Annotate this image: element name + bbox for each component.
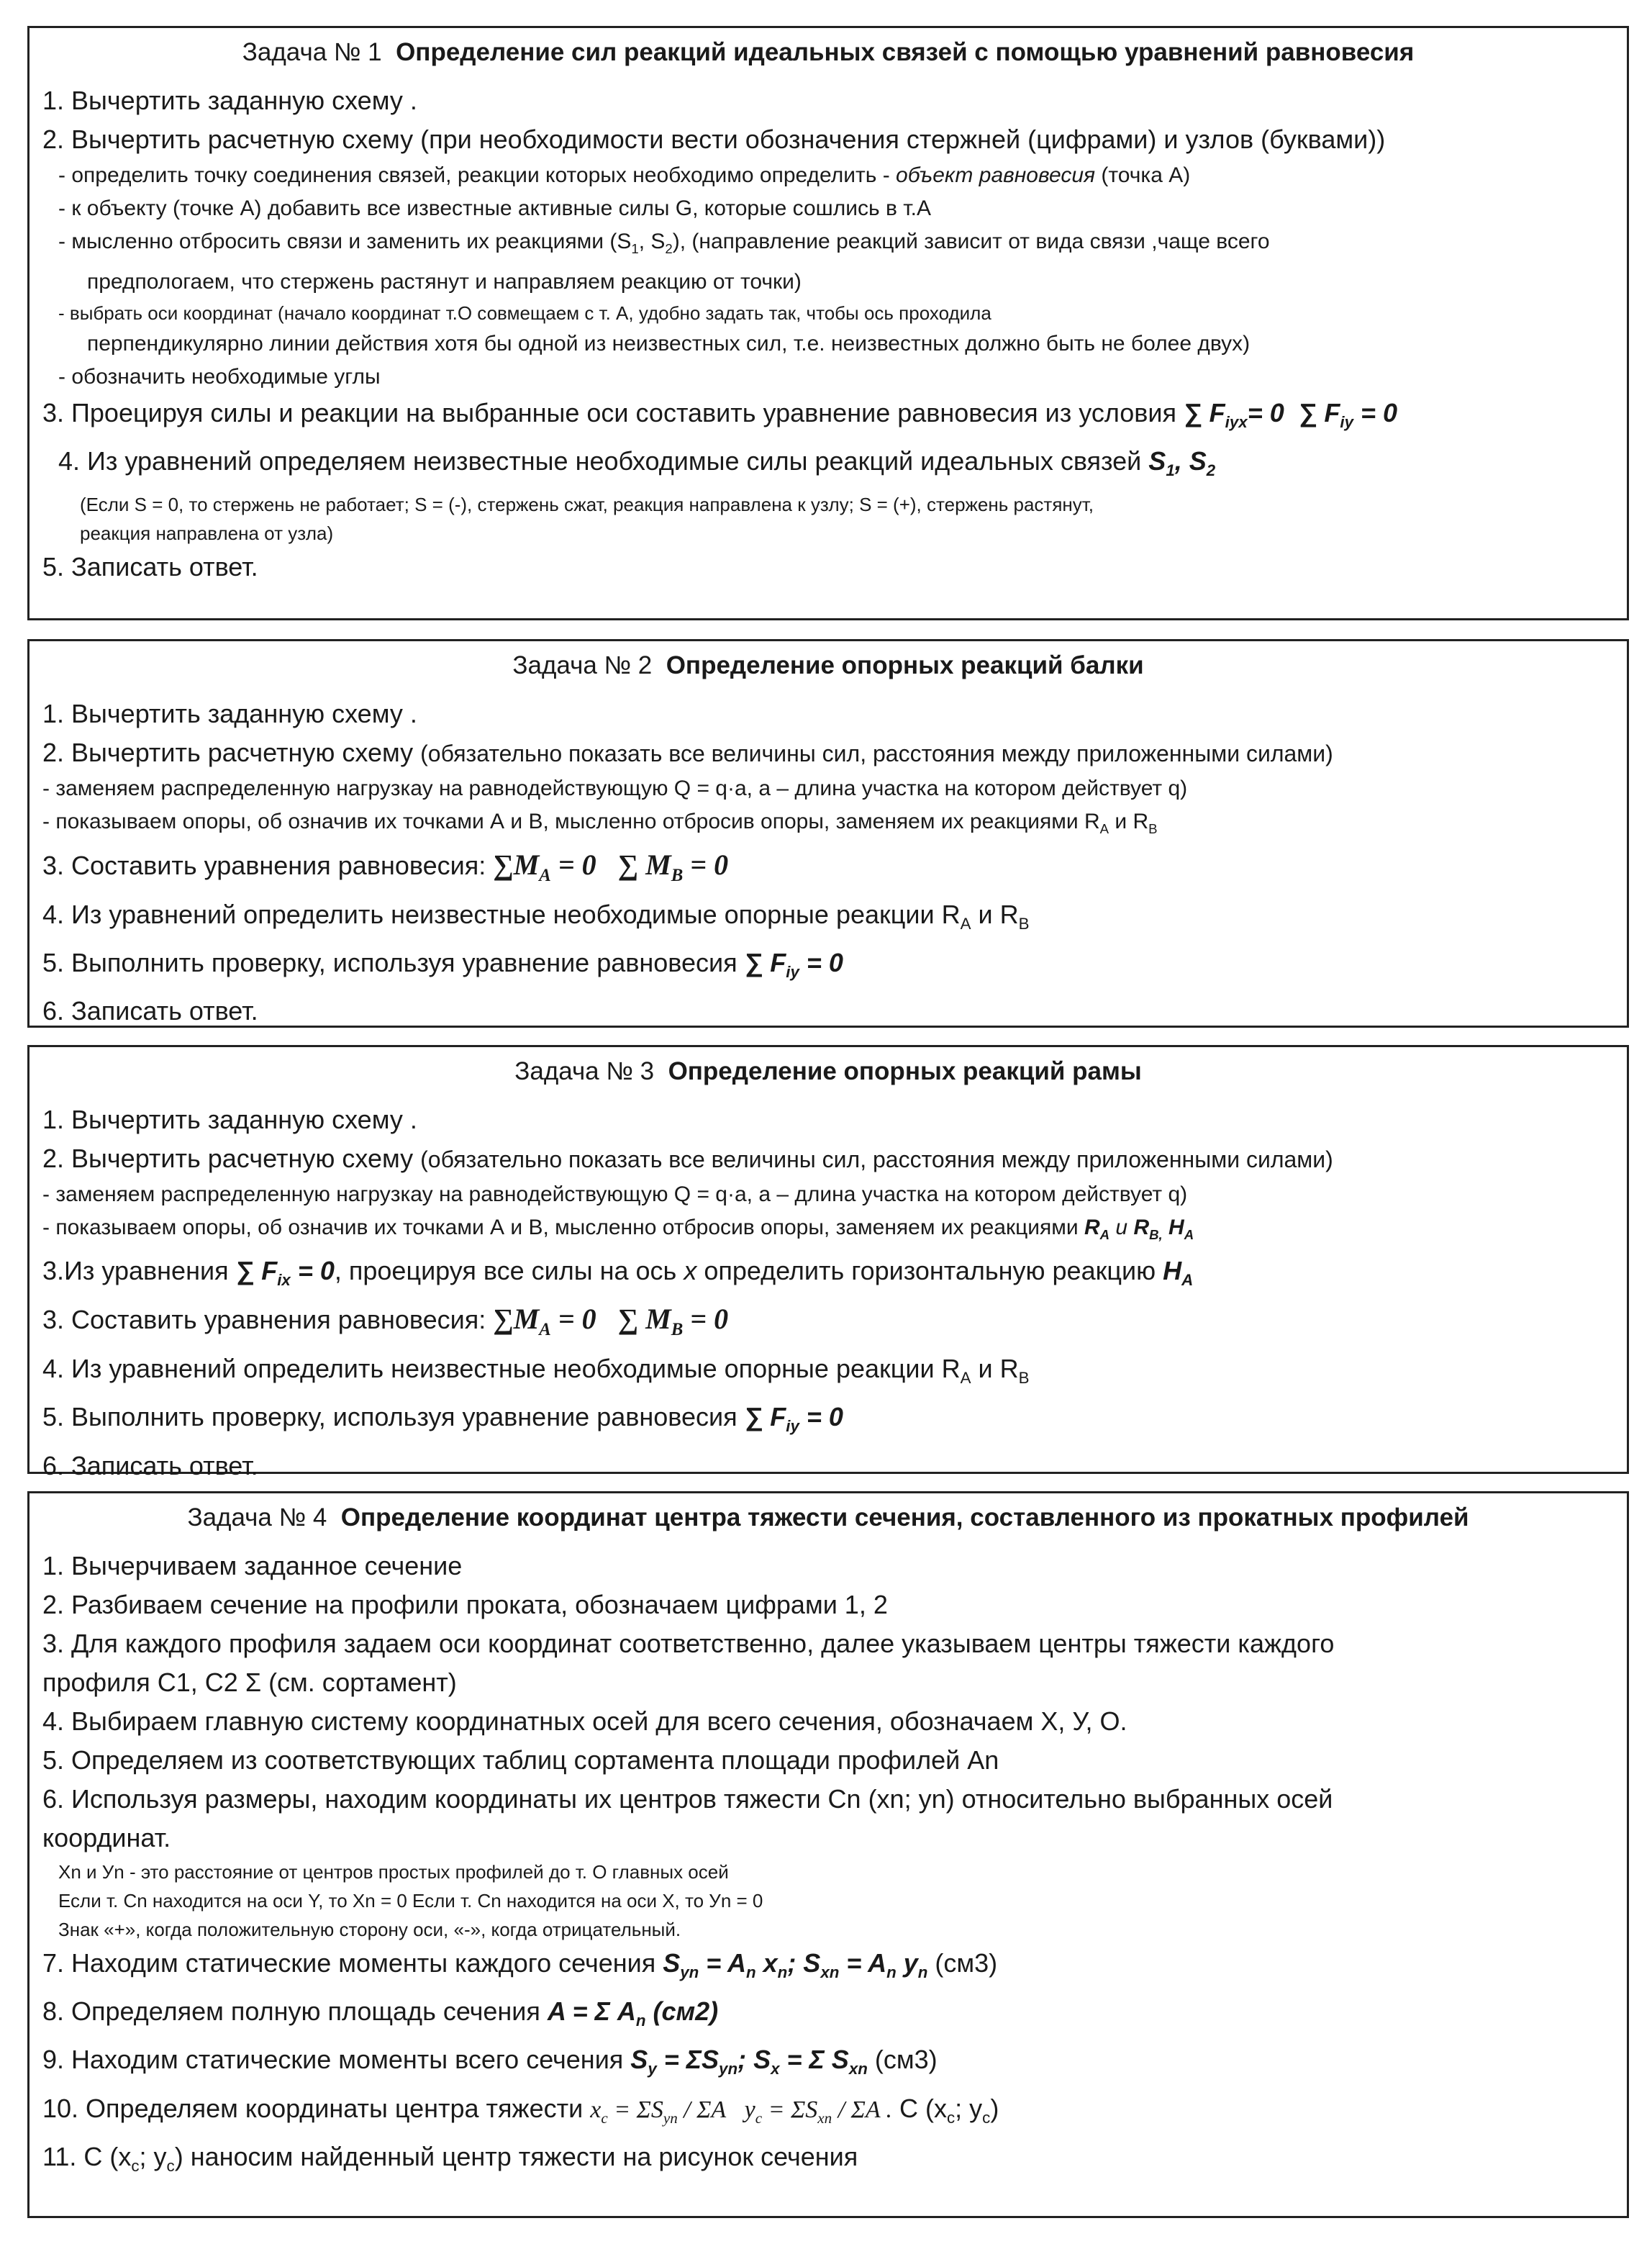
equation-sum-fiyx: ∑ $F_{iyx}= 0$ ∑ $F_{iy} = 0$ bbox=[1184, 398, 1398, 432]
task-1-box bbox=[27, 26, 1629, 620]
formula-static-moments-total: $S_y = \Sigma S_{yn}$; $S_x = \Sigma$ $S_{xn}$ bbox=[630, 2045, 868, 2078]
task-4-note-1: Хn и Уn - это расстояние от центров простых профилей до т. О главных осей bbox=[58, 1861, 729, 1883]
task-2-bullet-1: - заменяем распределенную нагрузкау на равнодействующую Q = q·a, a – длина участка на котором действует q) bbox=[42, 777, 1188, 800]
task-1-step-2: 2. Вычертить расчетную схему (при необходимости вести обозначения стержней (цифрами) и узлов (буквами)) bbox=[42, 125, 1386, 154]
equation-sum-fiy: ∑ $F_{iy} = 0$ bbox=[744, 948, 843, 982]
task-1-number: Задача № 1 bbox=[242, 38, 382, 66]
task-4-step-5: 5. Определяем из соответствующих таблиц сортамента площади профилей An bbox=[42, 1745, 999, 1775]
task-1-step-3: 3. Проецируя силы и реакции на выбранные оси составить уравнение равновесия из условия ∑ $F_{iyx}= 0$ ∑ $F_{iy} = 0$ bbox=[42, 398, 1398, 432]
task-1-bullet-3: - мысленно отбросить связи и заменить их реакциями ($S_1$, $S_2$), (направление реакций зависит от вида связи ,чаще всего bbox=[58, 230, 1270, 256]
task-3-title bbox=[30, 1057, 1627, 1086]
task-3-bullet-2: - показываем опоры, об означив их точками А и В, мысленно отбросив опоры, заменяем их реакциями $R_A$ и $R_{B,}$ $H_A$ bbox=[42, 1216, 1194, 1242]
task-1-bullet-1: - определить точку соединения связей, реакции которых необходимо определить - объект равновесия (точка А) bbox=[58, 163, 1191, 187]
task-1-bullet-3-cont: предпологаем, что стержень растянут и направляем реакцию от точки) bbox=[87, 270, 802, 294]
task-4-step-7: 7. Находим статические моменты каждого сечения $S_{yn} = A_n$ $x_n$; $S_{xn} = A_n$ $y_n$ (см3) bbox=[42, 1948, 998, 1982]
task-3-title-text: Определение опорных реакций рамы bbox=[668, 1057, 1142, 1085]
task-4-step-6: 6. Используя размеры, находим координаты их центров тяжести Cn (xn; yn) относительно выбранных осей bbox=[42, 1784, 1333, 1814]
task-1-step-4: 4. Из уравнений определяем неизвестные необходимые силы реакций идеальных связей $S_1$, $S_2$ bbox=[58, 446, 1216, 480]
task-4-step-3: 3. Для каждого профиля задаем оси координат соответственно, далее указываем центры тяжести каждого bbox=[42, 1629, 1335, 1658]
task-4-step-3-cont: профиля С1, С2 Σ (см. сортамент) bbox=[42, 1668, 457, 1697]
task-2-step-2: 2. Вычертить расчетную схему (обязательно показать все величины сил, расстояния между приложенными силами) bbox=[42, 738, 1333, 767]
task-3-bullet-1: - заменяем распределенную нагрузкау на равнодействующую Q = q·a, a – длина участка на котором действует q) bbox=[42, 1182, 1188, 1206]
task-3-step-3: 3. Составить уравнения равновесия: $\sum M_A = 0$ ∑ $M_B = 0$ bbox=[42, 1303, 729, 1340]
formula-static-moments-each: $S_{yn} = A_n$ $x_n$; $S_{xn} = A_n$ $y_n$ bbox=[663, 1948, 928, 1982]
task-4-step-2: 2. Разбиваем сечение на профили проката, обозначаем цифрами 1, 2 bbox=[42, 1590, 888, 1619]
task-2-title-text: Определение опорных реакций балки bbox=[666, 651, 1144, 679]
reactions-s1-s2: $S_1$, $S_2$ bbox=[1148, 446, 1216, 480]
task-4-title-text: Определение координат центра тяжести сечения, составленного из прокатных профилей bbox=[340, 1503, 1469, 1532]
task-2-bullet-2: - показываем опоры, об означив их точками А и В, мысленно отбросив опоры, заменяем их реакциями $R_A$ и $R_B$ bbox=[42, 810, 1158, 836]
task-4-step-11: 11. С ($x_c$; $y_c$) наносим найденный центр тяжести на рисунок сечения bbox=[42, 2141, 858, 2175]
task-4-step-10: 10. Определяем координаты центра тяжести $x_c = \Sigma S_{yn} / \Sigma A$ $y_c = \Sigma S_{xn} / \Sigma A$ . С ($x_c$; $y_c$) bbox=[42, 2093, 999, 2127]
equation-sum-fix: ∑ $F_{ix} = 0$ bbox=[235, 1256, 335, 1290]
task-1-title bbox=[30, 38, 1627, 67]
task-1-note-1: (Если S = 0, то стержень не работает; S = (-), стержень сжат, реакция направлена к узлу; S = (+), стержень растянут, bbox=[80, 494, 1094, 516]
task-2-box bbox=[27, 639, 1629, 1028]
task-1-bullet-4-cont: перпендикулярно линии действия хотя бы одной из неизвестных сил, т.е. неизвестных должно быть не более двух) bbox=[87, 332, 1251, 356]
task-4-step-1: 1. Вычерчиваем заданное сечение bbox=[42, 1551, 463, 1580]
task-4-step-9: 9. Находим статические моменты всего сечения $S_y = \Sigma S_{yn}$; $S_x = \Sigma$ $S_{xn}$ (см3) bbox=[42, 2045, 938, 2078]
task-3-step-2: 2. Вычертить расчетную схему (обязательно показать все величины сил, расстояния между приложенными силами) bbox=[42, 1144, 1333, 1173]
task-1-bullet-5: - обозначить необходимые углы bbox=[58, 365, 381, 389]
task-2-title bbox=[30, 651, 1627, 680]
task-1-bullet-2: - к объекту (точке А) добавить все известные активные силы G, которые сошлись в т.А bbox=[58, 196, 931, 220]
task-2-step-3: 3. Составить уравнения равновесия: $\sum M_A = 0$ ∑ $M_B = 0$ bbox=[42, 849, 729, 885]
task-1-step-1: 1. Вычертить заданную схему . bbox=[42, 86, 417, 115]
task-4-note-3: Знак «+», когда положительную сторону оси, «-», когда отрицательный. bbox=[58, 1919, 681, 1940]
task-2-step-6: 6. Записать ответ. bbox=[42, 996, 258, 1026]
task-3-number: Задача № 3 bbox=[514, 1057, 655, 1085]
task-2-number: Задача № 2 bbox=[512, 651, 653, 679]
task-1-note-2: реакция направлена от узла) bbox=[80, 522, 334, 545]
task-2-step-5: 5. Выполнить проверку, используя уравнение равновесия ∑ $F_{iy} = 0$ bbox=[42, 948, 843, 982]
task-4-title bbox=[30, 1503, 1627, 1532]
task-4-number: Задача № 4 bbox=[187, 1503, 327, 1532]
task-2-step-4: 4. Из уравнений определить неизвестные необходимые опорные реакции $R_A$ и $R_B$ bbox=[42, 900, 1030, 933]
formula-centroid: $x_c = \Sigma S_{yn} / \Sigma A$ $y_c = \Sigma S_{xn} / \Sigma A$ . bbox=[590, 2096, 892, 2127]
task-4-box bbox=[27, 1491, 1629, 2218]
task-3-step-3a: 3.Из уравнения ∑ $F_{ix} = 0$, проецируя все силы на ось x определить горизонтальную реакцию $H_A$ bbox=[42, 1256, 1194, 1290]
task-3-step-4: 4. Из уравнений определить неизвестные необходимые опорные реакции $R_A$ и $R_B$ bbox=[42, 1354, 1030, 1388]
task-3-step-1: 1. Вычертить заданную схему . bbox=[42, 1105, 417, 1134]
formula-total-area: A = Σ $A_n$ (см2) bbox=[547, 1996, 719, 2030]
task-1-title-text: Определение сил реакций идеальных связей с помощью уравнений равновесия bbox=[396, 38, 1415, 66]
task-4-step-8: 8. Определяем полную площадь сечения A = Σ $A_n$ (см2) bbox=[42, 1996, 719, 2030]
task-3-step-5: 5. Выполнить проверку, используя уравнение равновесия ∑ $F_{iy} = 0$ bbox=[42, 1402, 843, 1436]
task-3-box bbox=[27, 1045, 1629, 1480]
equation-sum-moments: $\sum M_A = 0$ ∑ $M_B = 0$ bbox=[493, 849, 729, 885]
task-1-bullet-4: - выбрать оси координат (начало координат т.О совмещаем с т. А, удобно задать так, чтобы ось проходила bbox=[58, 302, 991, 324]
task-4-step-6-cont: координат. bbox=[42, 1823, 171, 1852]
task-1-step-5: 5. Записать ответ. bbox=[42, 552, 258, 582]
equation-sum-moments: $\sum M_A = 0$ ∑ $M_B = 0$ bbox=[493, 1303, 729, 1340]
task-4-note-2: Если т. Cn находится на оси Y, то Хn = 0 Если т. Cn находится на оси X, то Уn = 0 bbox=[58, 1890, 763, 1912]
task-3-step-6: 6. Записать ответ. bbox=[42, 1450, 258, 1480]
task-4-step-4: 4. Выбираем главную систему координатных осей для всего сечения, обозначаем Х, У, О. bbox=[42, 1706, 1127, 1736]
task-2-step-1: 1. Вычертить заданную схему . bbox=[42, 699, 417, 728]
equation-sum-fiy: ∑ $F_{iy} = 0$ bbox=[744, 1402, 843, 1436]
